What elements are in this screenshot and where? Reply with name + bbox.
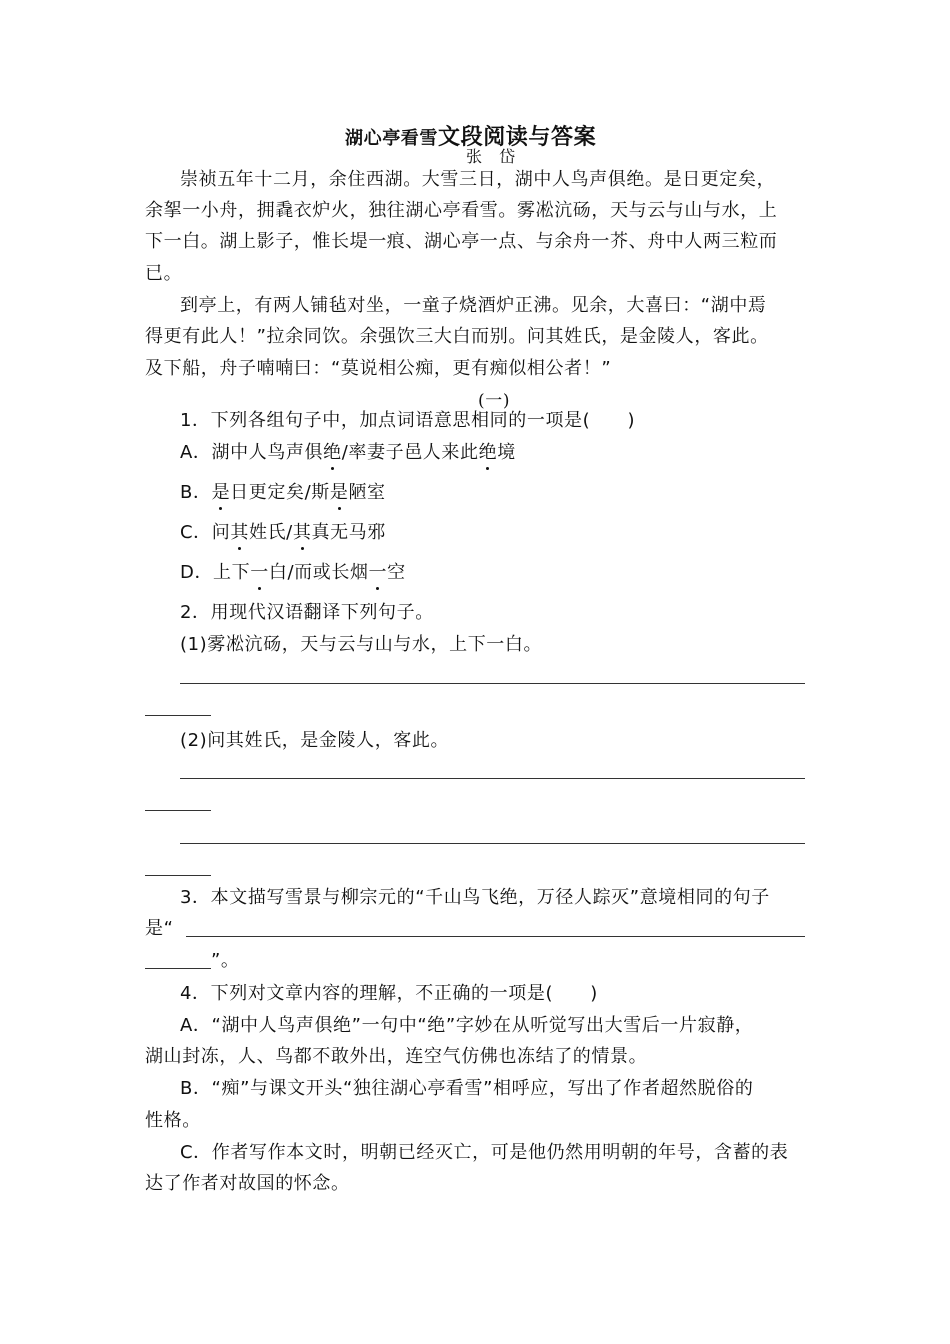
q2-stem: 2．用现代汉语翻译下列句子。 xyxy=(180,602,434,623)
q3-close-quote: ”。 xyxy=(211,950,240,971)
passage-p2-line-2: 得更有此人！”拉余同饮。余强饮三大白而别。问其姓氏，是金陵人，客此。 xyxy=(145,326,769,347)
answer-line-tail xyxy=(145,810,211,811)
passage-p1-line-2: 余挐一小舟，拥毳衣炉火，独往湖心亭看雪。雾凇沆砀，天与云与山与水，上 xyxy=(145,200,778,221)
section-label: (一) xyxy=(478,391,511,411)
answer-line-tail xyxy=(145,715,211,716)
dotted-word: 其 xyxy=(230,522,249,543)
answer-line xyxy=(180,778,805,779)
q2-sentence-1: (1)雾凇沆砀，天与云与山与水，上下一白。 xyxy=(180,634,543,655)
q1-option-b: B．是日更定矣/斯是陋室 xyxy=(180,482,386,503)
q4-option-a-line-2: 湖山封冻，人、鸟都不敢外出，连空气仿佛也冻结了的情景。 xyxy=(145,1046,648,1067)
passage-p1-line-3: 下一白。湖上影子，惟长堤一痕、湖心亭一点、与余舟一芥、舟中人两三粒而 xyxy=(145,231,778,252)
q1-option-c: C．问其姓氏/其真无马邪 xyxy=(180,522,386,543)
q2-sentence-2: (2)问其姓氏，是金陵人，客此。 xyxy=(180,730,450,751)
dotted-word: 是 xyxy=(329,482,349,503)
title-part-1: 湖心亭看雪 xyxy=(345,128,438,149)
q4-option-a-line-1: A．“湖中人鸟声俱绝”一句中“绝”字妙在从听觉写出大雪后一片寂静， xyxy=(180,1015,754,1036)
q4-option-c-line-1: C．作者写作本文时，明朝已经灭亡，可是他仍然用明朝的年号，含蓄的表 xyxy=(180,1142,789,1163)
q3-line-1: 3．本文描写雪景与柳宗元的“千山鸟飞绝，万径人踪灭”意境相同的句子 xyxy=(180,887,770,908)
q1-option-d: D．上下一白/而或长烟一空 xyxy=(180,562,406,583)
q1-option-a: A．湖中人鸟声俱绝/率妻子邑人来此绝境 xyxy=(180,442,516,463)
answer-line xyxy=(180,843,805,844)
q4-option-b-line-2: 性格。 xyxy=(145,1110,201,1131)
passage-p1-line-4: 已。 xyxy=(145,263,183,284)
dotted-word: 是 xyxy=(211,482,231,503)
q1-stem: 1．下列各组句子中，加点词语意思相同的一项是( ) xyxy=(180,410,636,431)
answer-line xyxy=(180,683,805,684)
title-part-2: 文段阅读与答案 xyxy=(438,124,597,150)
q3-answer-line-tail xyxy=(145,968,211,969)
dotted-word: 绝 xyxy=(478,442,498,463)
dotted-word: 一 xyxy=(368,562,388,583)
passage-p2-line-1: 到亭上，有两人铺毡对坐，一童子烧酒炉正沸。见余，大喜曰：“湖中焉 xyxy=(180,295,767,316)
dotted-word: 一 xyxy=(250,562,269,583)
dotted-word: 其 xyxy=(292,522,312,543)
passage-p1-line-1: 崇祯五年十二月，余住西湖。大雪三日，湖中人鸟声俱绝。是日更定矣， xyxy=(180,169,776,190)
author-name: 张 岱 xyxy=(466,147,522,166)
passage-p2-line-3: 及下船，舟子喃喃曰：“莫说相公痴，更有痴似相公者！” xyxy=(145,358,612,379)
q4-stem: 4．下列对文章内容的理解，不正确的一项是( ) xyxy=(180,983,598,1004)
dotted-word: 绝 xyxy=(323,442,342,463)
q3-answer-line xyxy=(186,936,805,937)
q4-option-b-line-1: B．“痴”与课文开头“独往湖心亭看雪”相呼应，写出了作者超然脱俗的 xyxy=(180,1078,754,1099)
answer-line-tail xyxy=(145,875,211,876)
q3-open-quote: 是“ xyxy=(145,918,174,939)
q4-option-c-line-2: 达了作者对故国的怀念。 xyxy=(145,1173,350,1194)
